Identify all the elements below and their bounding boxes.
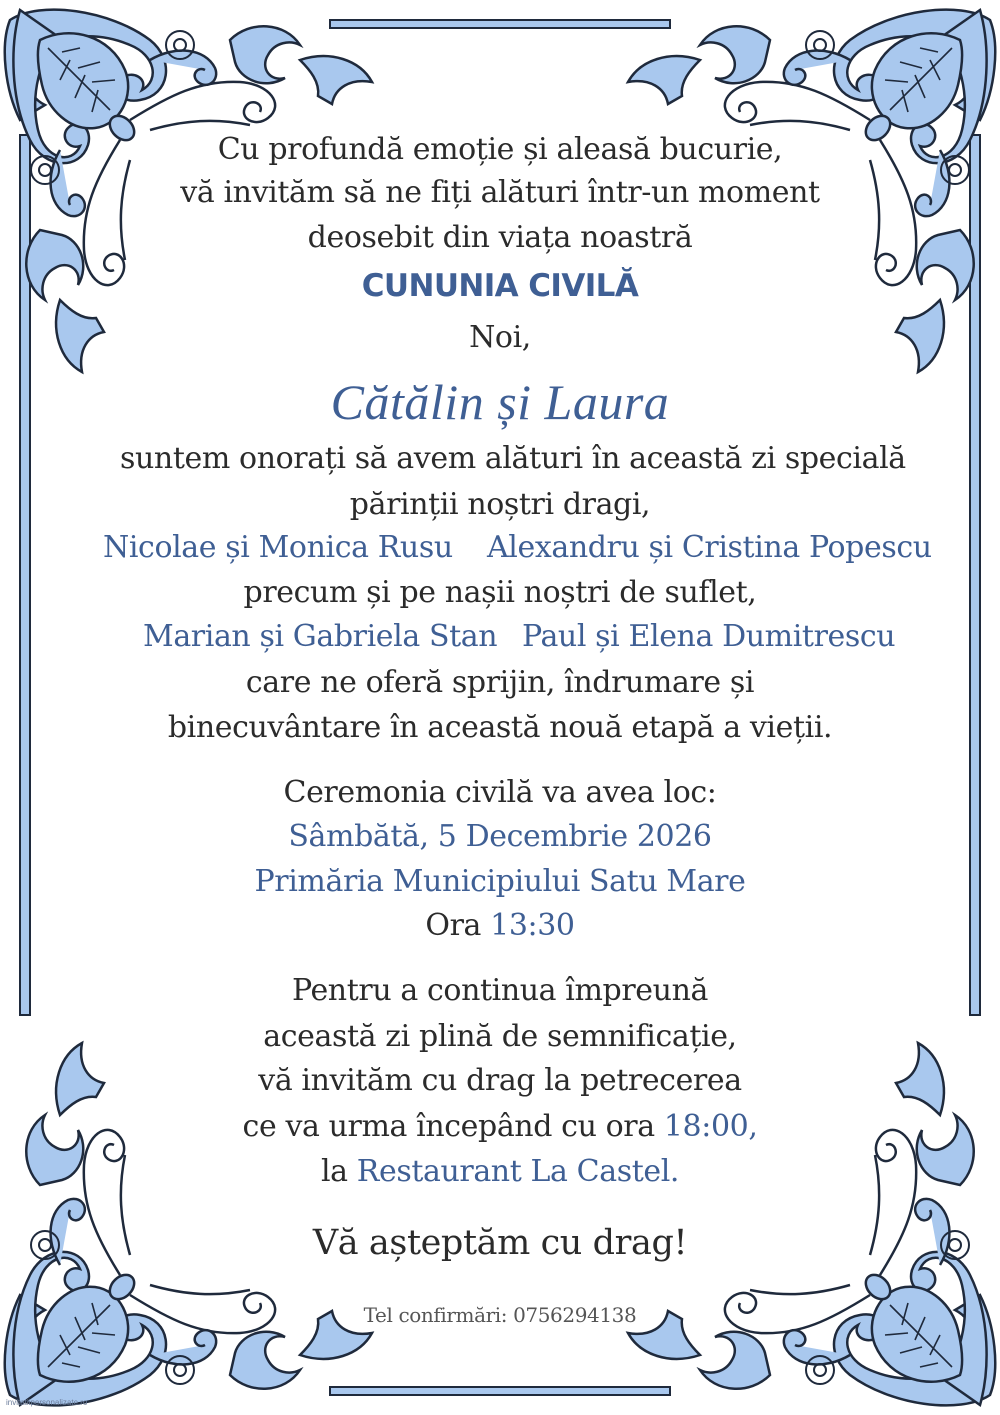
site-credit: invitatiipersonalizate.ro bbox=[6, 1398, 88, 1407]
party-time-label: ce va urma începând cu ora bbox=[242, 1109, 655, 1144]
rsvp-phone: Tel confirmări: 0756294138 bbox=[363, 1303, 637, 1327]
party-venue-label: la bbox=[320, 1154, 348, 1189]
parents-name-2: Alexandru și Cristina Popescu bbox=[487, 530, 932, 565]
party-time: 18:00, bbox=[663, 1109, 758, 1144]
ceremony-intro: Ceremonia civilă va avea loc: bbox=[283, 775, 717, 810]
blessing-line-1: care ne oferă sprijin, îndrumare și bbox=[245, 665, 755, 700]
noi-label: Noi, bbox=[469, 320, 531, 355]
blessing-line-2: binecuvântare în această nouă etapă a vieții. bbox=[167, 710, 833, 745]
ceremony-time: 13:30 bbox=[490, 908, 575, 943]
godparents-intro: precum și pe nașii noștri de suflet, bbox=[243, 575, 757, 610]
closing-message: Vă așteptăm cu drag! bbox=[312, 1223, 688, 1263]
intro-line-3: deosebit din viața noastră bbox=[307, 220, 693, 255]
event-title: CUNUNIA CIVILĂ bbox=[361, 268, 639, 304]
party-line-2: această zi plină de semnificație, bbox=[263, 1019, 737, 1054]
party-line-4 bbox=[120, 1105, 880, 1149]
ceremony-date: Sâmbătă, 5 Decembrie 2026 bbox=[288, 819, 712, 854]
parents-intro-line-2: părinții noștri dragi, bbox=[349, 487, 651, 522]
parents-name-1: Nicolae și Monica Rusu bbox=[103, 530, 453, 565]
couple-names: Cătălin și Laura bbox=[330, 374, 670, 430]
intro-line-2: vă invităm să ne fiți alături într-un moment bbox=[180, 175, 820, 210]
party-venue: Restaurant La Castel. bbox=[356, 1154, 680, 1189]
godparents-name-2: Paul și Elena Dumitrescu bbox=[522, 619, 896, 654]
ceremony-venue: Primăria Municipiului Satu Mare bbox=[254, 864, 746, 899]
ceremony-time-row bbox=[120, 904, 880, 948]
party-line-3: vă invităm cu drag la petrecerea bbox=[258, 1063, 742, 1098]
intro-line-1: Cu profundă emoție și aleasă bucurie, bbox=[217, 132, 783, 167]
parents-intro-line-1: suntem onorați să avem alături în această zi specială bbox=[120, 441, 906, 476]
ceremony-time-label: Ora bbox=[425, 908, 481, 943]
godparents-name-1: Marian și Gabriela Stan bbox=[143, 619, 498, 654]
party-line-1: Pentru a continua împreună bbox=[292, 973, 708, 1008]
party-line-5 bbox=[120, 1150, 880, 1194]
